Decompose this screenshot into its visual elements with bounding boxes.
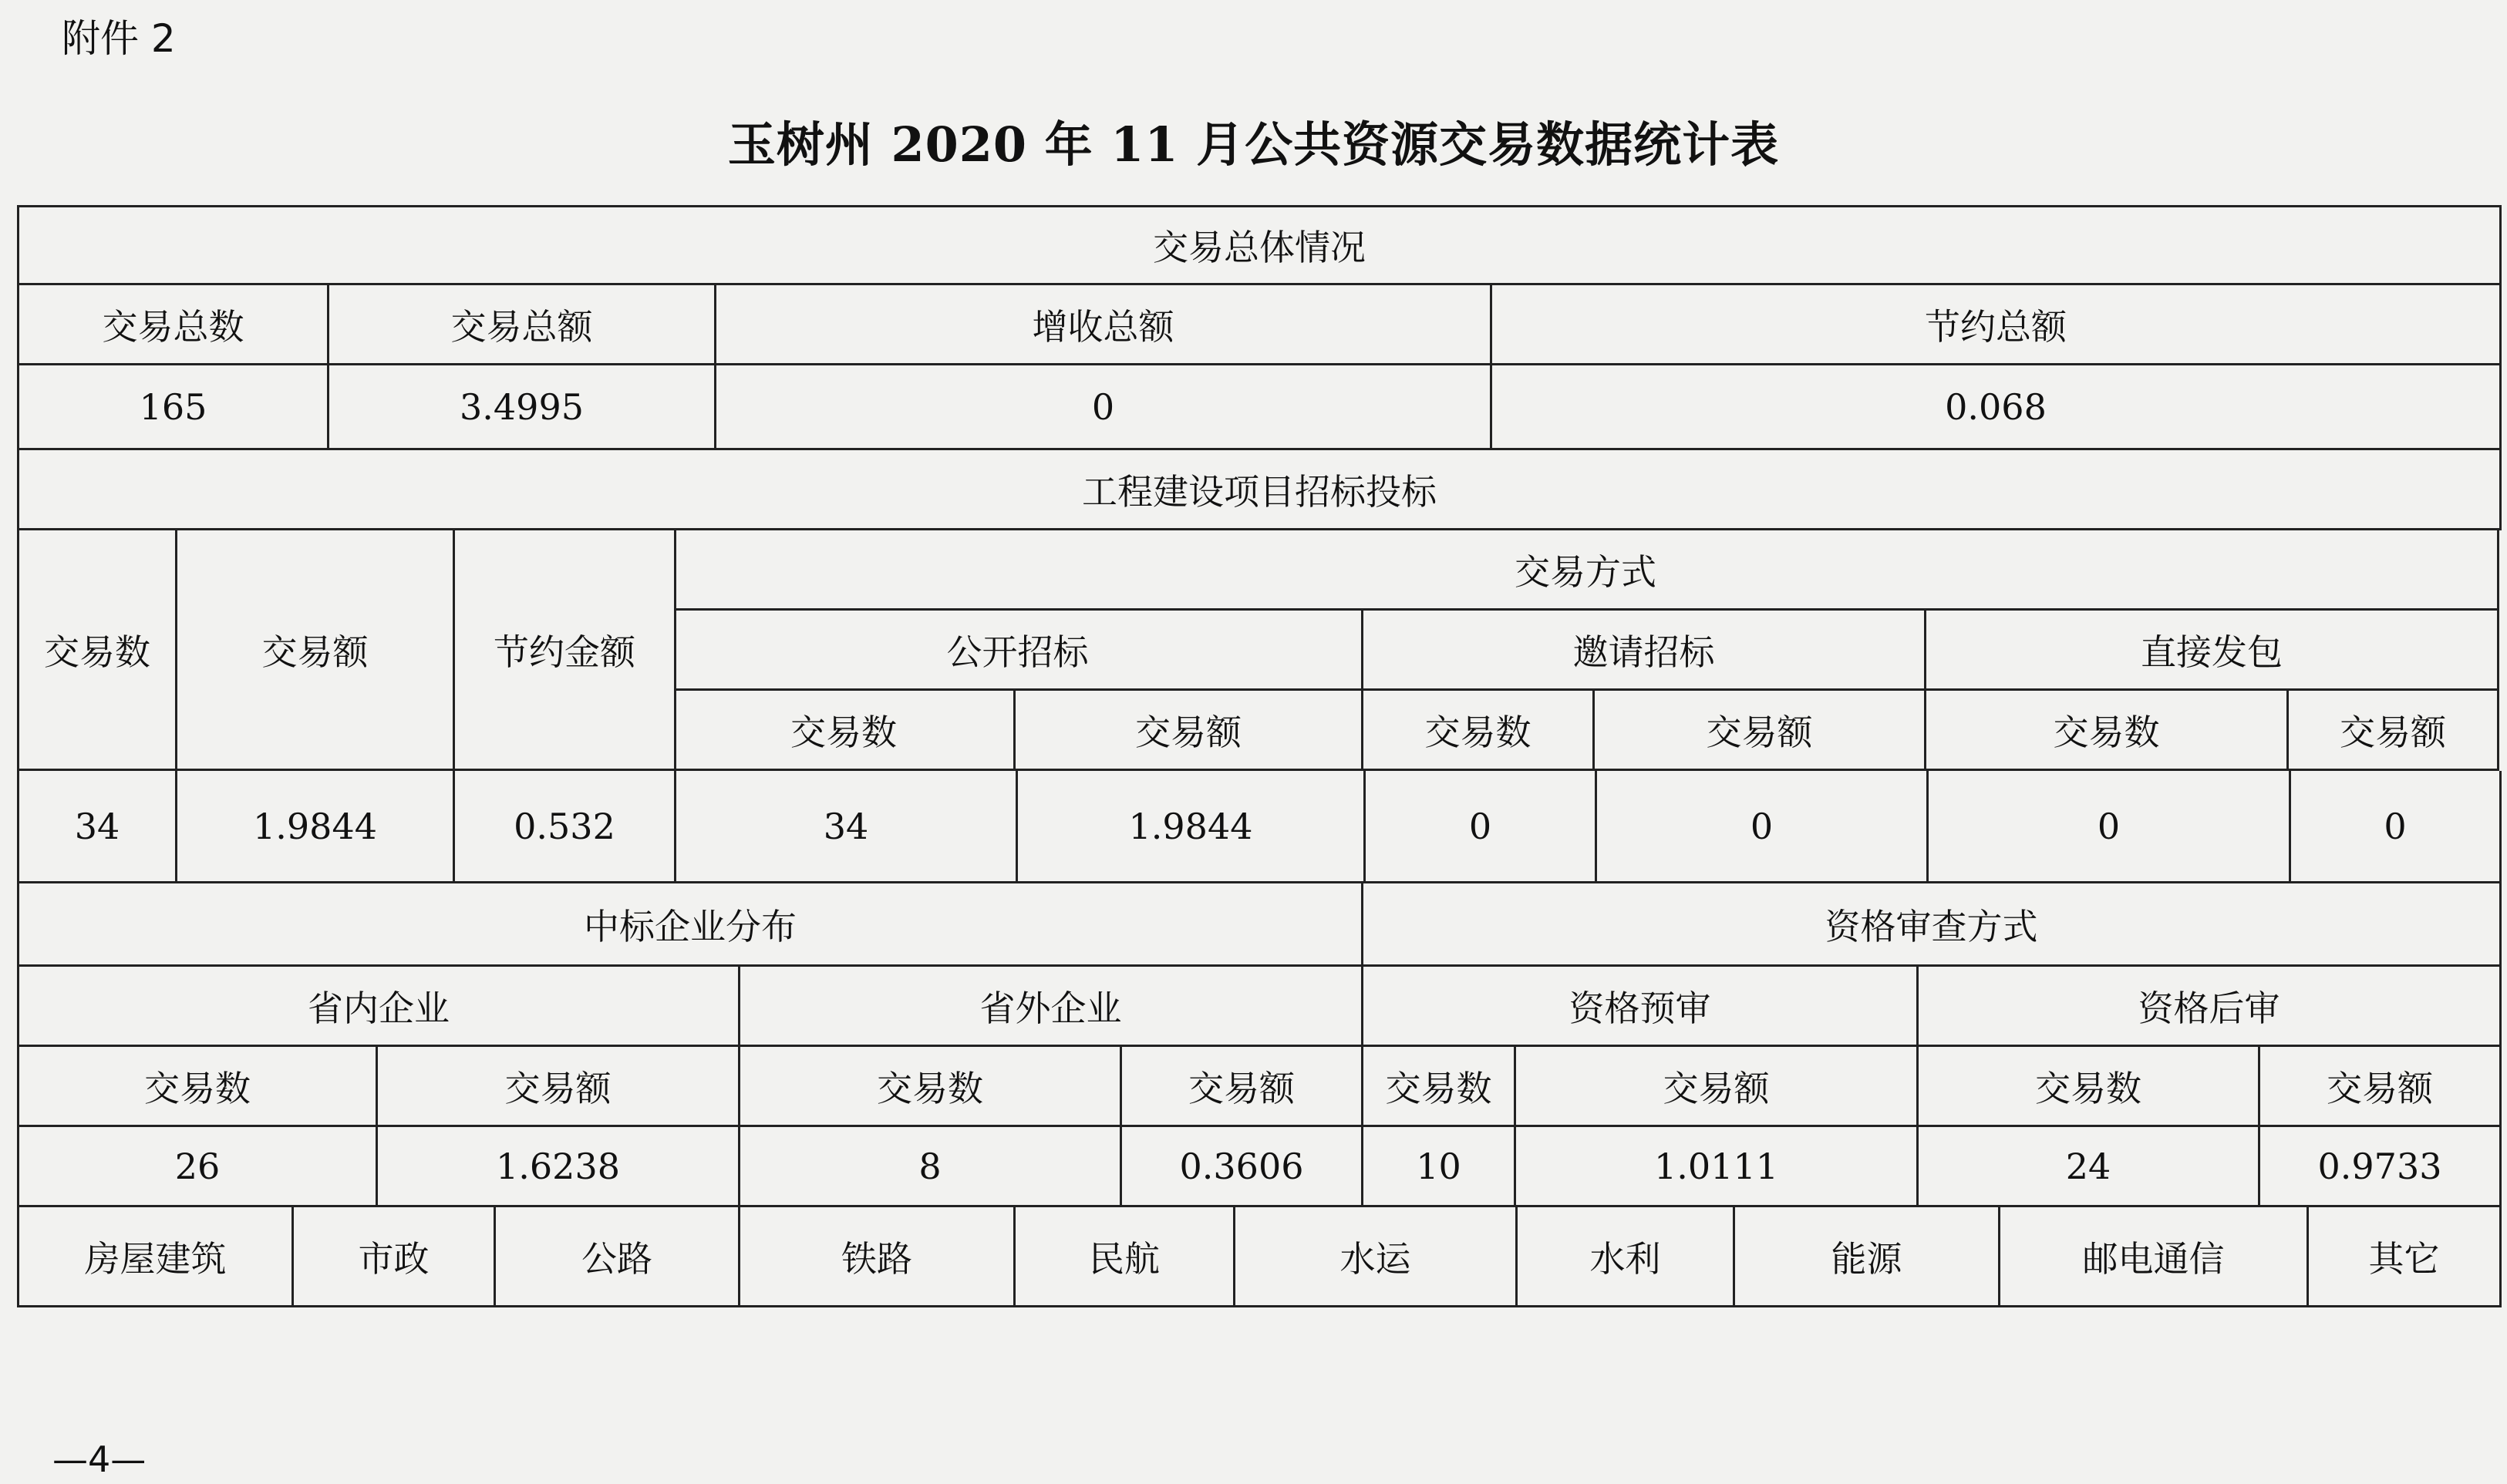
page-number: —4— (52, 1439, 147, 1480)
invited-amount-value: 0 (1597, 771, 1929, 883)
header-income-increase: 增收总额 (716, 285, 1492, 365)
in-province-amount-header: 交易额 (378, 1047, 740, 1127)
category-energy: 能源 (1735, 1207, 2000, 1307)
review-title: 资格审查方式 (1363, 883, 2502, 967)
group-pre-review: 资格预审 (1363, 967, 1919, 1047)
value-total-count: 165 (19, 365, 329, 450)
eng-header-trade-count: 交易数 (19, 530, 177, 771)
method-names-row (674, 611, 2499, 691)
method-direct-award: 直接发包 (1926, 611, 2499, 691)
out-province-count-value: 8 (740, 1127, 1122, 1207)
pre-review-amount-value: 1.0111 (1516, 1127, 1919, 1207)
winners-value-row (17, 1127, 2502, 1207)
in-province-count-header: 交易数 (19, 1047, 378, 1127)
invited-amount-header: 交易额 (1595, 691, 1926, 771)
winners-subheader-row (17, 1047, 2502, 1127)
category-railway: 铁路 (740, 1207, 1016, 1307)
value-total-amount: 3.4995 (329, 365, 716, 450)
header-total-count: 交易总数 (19, 285, 329, 365)
out-province-count-header: 交易数 (740, 1047, 1122, 1127)
engineering-value-row (17, 771, 2502, 883)
overall-section-title: 交易总体情况 (19, 205, 2502, 285)
direct-count-header: 交易数 (1926, 691, 2289, 771)
method-subheaders-row (674, 691, 2499, 771)
post-review-count-value: 24 (1919, 1127, 2260, 1207)
open-count-header: 交易数 (674, 691, 1016, 771)
in-province-amount-value: 1.6238 (378, 1127, 740, 1207)
open-count-value: 34 (676, 771, 1018, 883)
method-invited-tender: 邀请招标 (1363, 611, 1926, 691)
category-water-conservancy: 水利 (1518, 1207, 1735, 1307)
engineering-section-title: 工程建设项目招标投标 (19, 450, 2502, 530)
category-housing: 房屋建筑 (19, 1207, 294, 1307)
direct-amount-value: 0 (2291, 771, 2502, 883)
post-review-amount-header: 交易额 (2260, 1047, 2502, 1127)
eng-value-saving-amount: 0.532 (455, 771, 676, 883)
direct-count-value: 0 (1929, 771, 2291, 883)
in-province-count-value: 26 (19, 1127, 378, 1207)
invited-count-header: 交易数 (1363, 691, 1595, 771)
engineering-section-row (17, 450, 2502, 530)
category-highway: 公路 (496, 1207, 740, 1307)
category-aviation: 民航 (1016, 1207, 1235, 1307)
direct-amount-header: 交易额 (2289, 691, 2499, 771)
pre-review-count-header: 交易数 (1363, 1047, 1516, 1127)
value-income-increase: 0 (716, 365, 1492, 450)
header-total-saving: 节约总额 (1492, 285, 2502, 365)
open-amount-value: 1.9844 (1018, 771, 1366, 883)
winners-title: 中标企业分布 (19, 883, 1363, 967)
method-title: 交易方式 (674, 530, 2499, 611)
eng-header-trade-amount: 交易额 (177, 530, 455, 771)
category-municipal: 市政 (294, 1207, 496, 1307)
overall-section-row (17, 205, 2502, 285)
engineering-left-headers (17, 530, 676, 771)
page-title: 玉树州 2020 年 11 月公共资源交易数据统计表 (727, 116, 1780, 173)
eng-header-saving-amount: 节约金额 (455, 530, 676, 771)
eng-value-trade-amount: 1.9844 (177, 771, 455, 883)
method-title-row (674, 530, 2499, 611)
out-province-amount-value: 0.3606 (1122, 1127, 1363, 1207)
category-other: 其它 (2309, 1207, 2502, 1307)
out-province-amount-header: 交易额 (1122, 1047, 1363, 1127)
post-review-amount-value: 0.9733 (2260, 1127, 2502, 1207)
invited-count-value: 0 (1366, 771, 1597, 883)
pre-review-amount-header: 交易额 (1516, 1047, 1919, 1127)
category-row (17, 1207, 2502, 1307)
category-post-telecom: 邮电通信 (2000, 1207, 2309, 1307)
overall-value-row (17, 365, 2502, 450)
method-open-tender: 公开招标 (674, 611, 1363, 691)
pre-review-count-value: 10 (1363, 1127, 1516, 1207)
eng-value-trade-count: 34 (19, 771, 177, 883)
value-total-saving: 0.068 (1492, 365, 2502, 450)
group-post-review: 资格后审 (1919, 967, 2502, 1047)
group-in-province: 省内企业 (19, 967, 740, 1047)
post-review-count-header: 交易数 (1919, 1047, 2260, 1127)
open-amount-header: 交易额 (1016, 691, 1363, 771)
winners-title-row (17, 883, 2502, 967)
header-total-amount: 交易总额 (329, 285, 716, 365)
overall-header-row (17, 285, 2502, 365)
group-out-province: 省外企业 (740, 967, 1363, 1047)
category-waterway: 水运 (1235, 1207, 1518, 1307)
winners-group-row (17, 967, 2502, 1047)
attachment-label: 附件 2 (62, 16, 176, 61)
